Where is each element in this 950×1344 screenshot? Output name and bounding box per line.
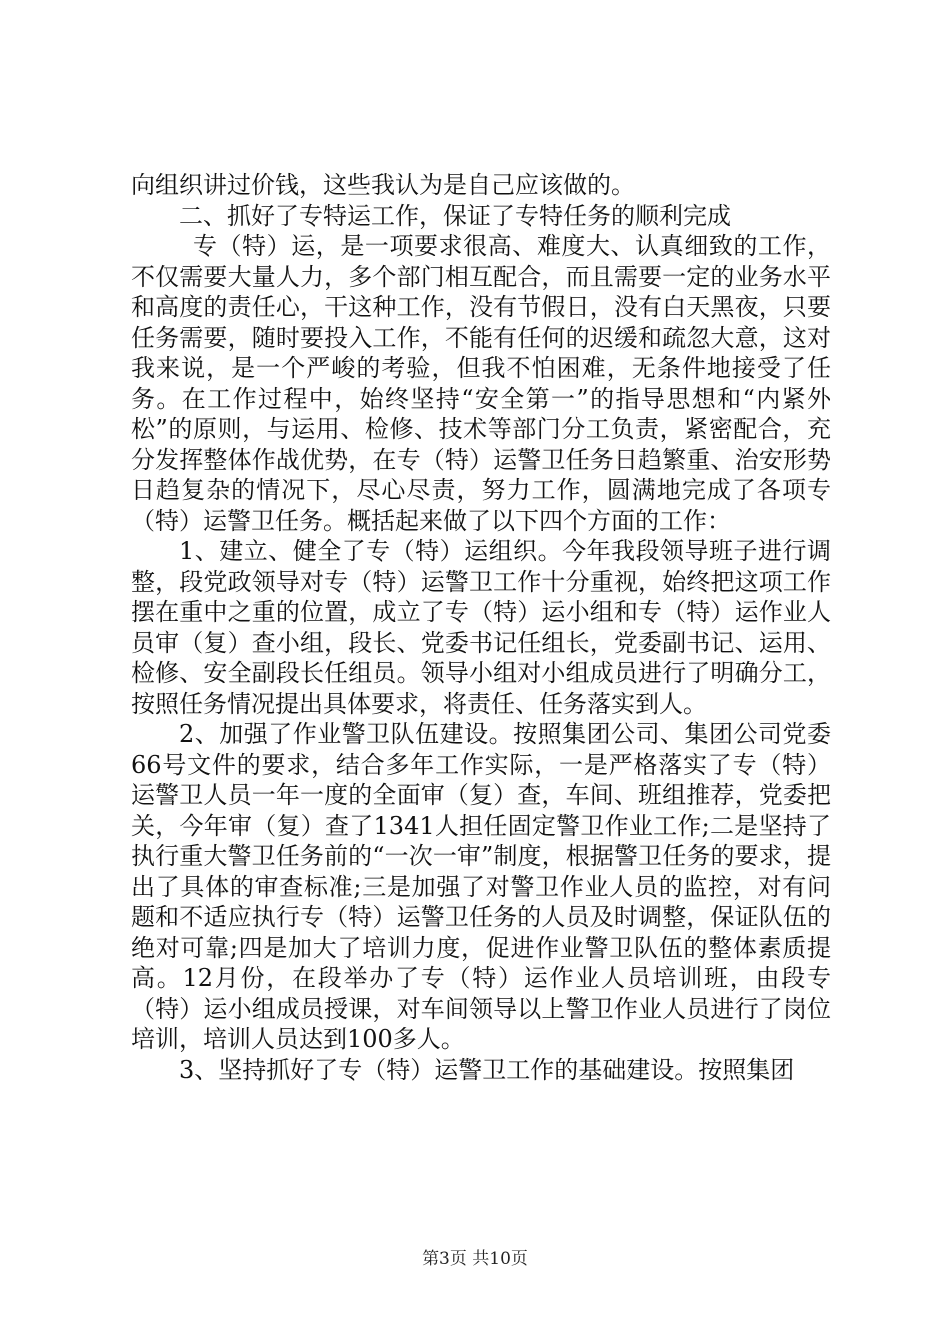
paragraph-item-2: 2、加强了作业警卫队伍建设。按照集团公司、集团公司党委66号文件的要求，结合多年工作实际，一是严格落实了专（特）运警卫人员一年一度的全面审（复）查，车间、班组推荐，党委把关，今年审（复）查了1341人担任固定警卫作业工作;二是坚持了执行重大警卫任务前的“一次一审”制度，根据警卫任务的要求，提出了具体的审查标准;三是加强了对警卫作业人员的监控，对有问题和不适应执行专（特）运警卫任务的人员及时调整，保证队伍的绝对可靠;四是加大了培训力度，促进作业警卫队伍的整体素质提高。12月份，在段举办了专（特）运作业人员培训班，由段专（特）运小组成员授课，对车间领导以上警卫作业人员进行了岗位培训，培训人员达到100多人。 [131, 720, 831, 1053]
page-footer: 第3页 共10页 [422, 1249, 528, 1269]
paragraph-continuation: 向组织讲过价钱，这些我认为是自己应该做的。 [131, 171, 635, 199]
document-body [131, 170, 831, 1085]
paragraph-item-3: 3、坚持抓好了专（特）运警卫工作的基础建设。按照集团 [179, 1055, 795, 1084]
paragraph-intro: 专（特）运，是一项要求很高、难度大、认真细致的工作，不仅需要大量人力，多个部门相互配合，而且需要一定的业务水平和高度的责任心，干这种工作，没有节假日，没有白天黑夜，只要任务需要，随时要投入工作，不能有任何的迟缓和疏忽大意，这对我来说，是一个严峻的考验，但我不怕困难，无条件地接受了任务。在工作过程中，始终坚持“安全第一”的指导思想和“内紧外松”的原则，与运用、检修、技术等部门分工负责，紧密配合，充分发挥整体作战优势，在专（特）运警卫任务日趋繁重、治安形势日趋复杂的情况下，尽心尽责，努力工作，圆满地完成了各项专（特）运警卫任务。概括起来做了以下四个方面的工作： [131, 232, 831, 535]
section-heading: 二、抓好了专特运工作，保证了专特任务的顺利完成 [179, 201, 731, 230]
paragraph-item-1: 1、建立、健全了专（特）运组织。今年我段领导班子进行调整，段党政领导对专（特）运警卫工作十分重视，始终把这项工作摆在重中之重的位置，成立了专（特）运小组和专（特）运作业人员审（复）查小组，段长、党委书记任组长，党委副书记、运用、检修、安全副段长任组员。领导小组对小组成员进行了明确分工，按照任务情况提出具体要求，将责任、任务落实到人。 [131, 537, 831, 718]
